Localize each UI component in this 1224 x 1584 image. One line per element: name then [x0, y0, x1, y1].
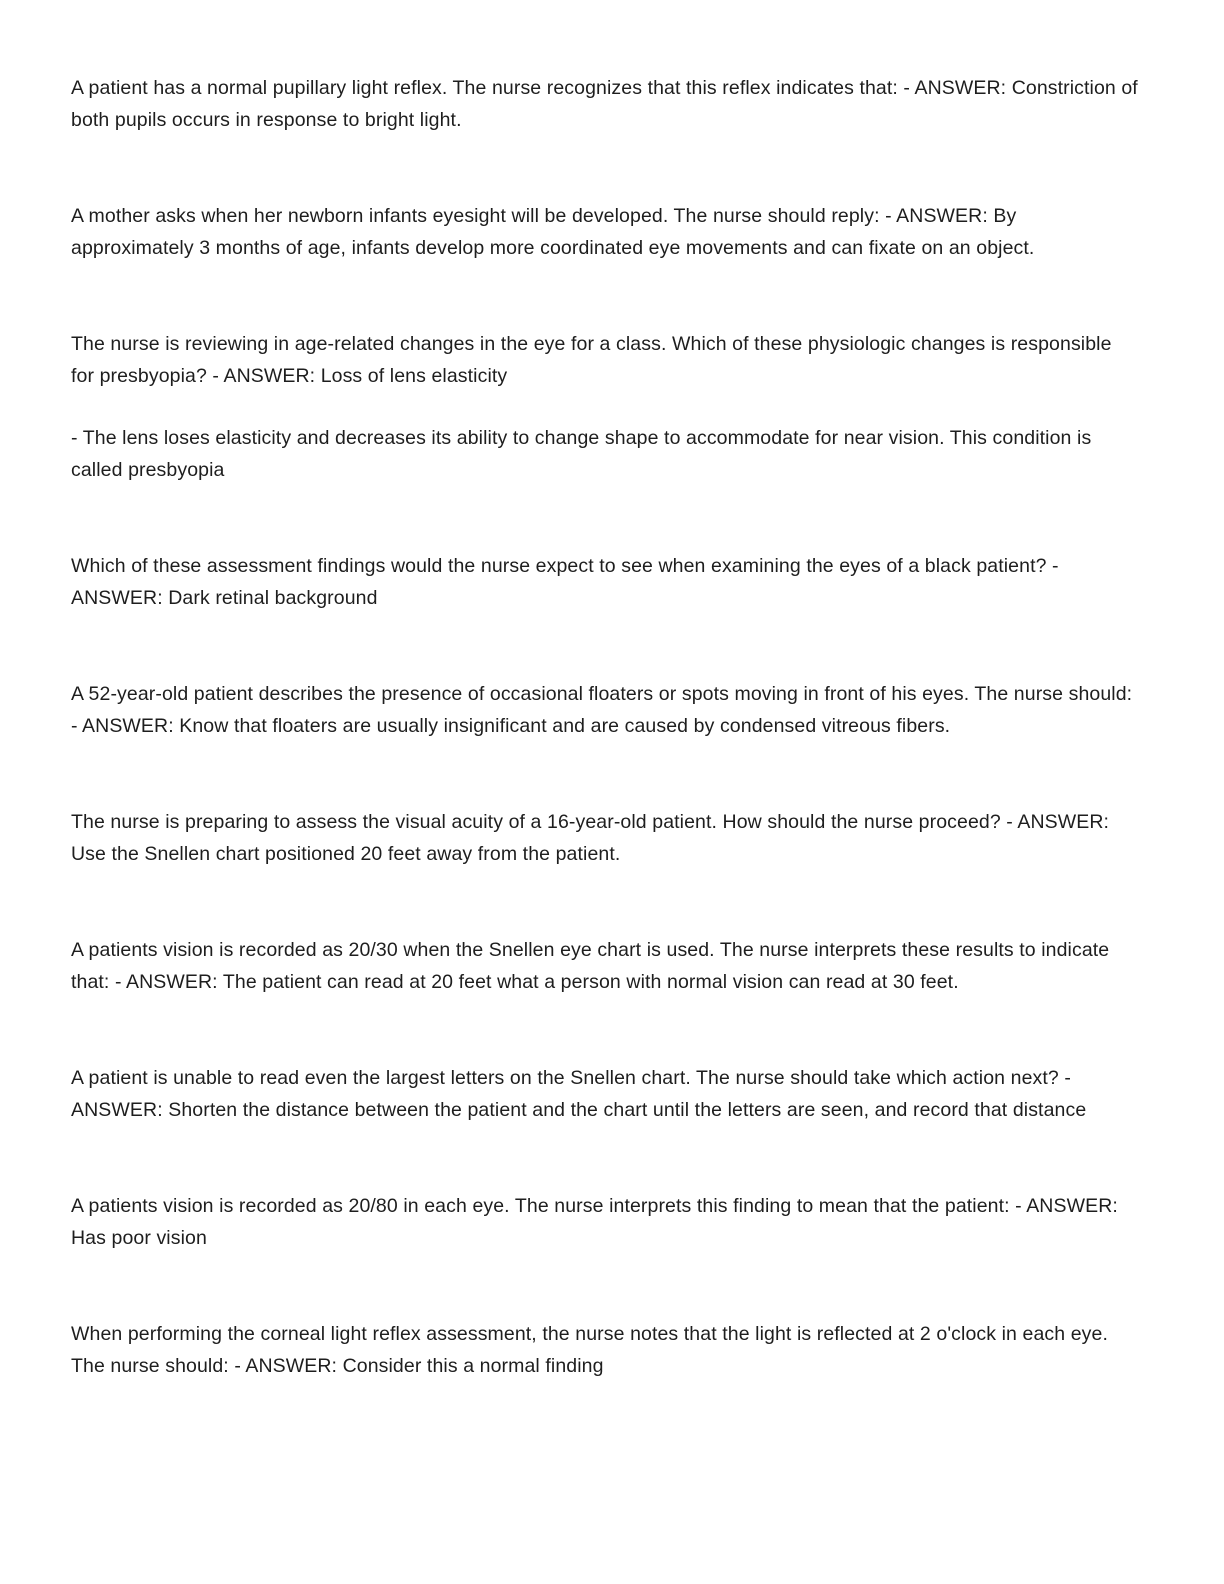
qa-paragraph-presbyopia-rationale: - The lens loses elasticity and decreases its ability to change shape to accommodate for near vision. This condition is called presbyopia [71, 427, 1092, 481]
qa-paragraph-pupillary-reflex: A patient has a normal pupillary light reflex. The nurse recognizes that this reflex indicates that: - ANSWER: Constriction of both pupils occurs in response to bright light. [71, 77, 1138, 131]
qa-paragraph-newborn-eyesight: A mother asks when her newborn infants eyesight will be developed. The nurse should reply: - ANSWER: By approximately 3 months of age, infants develop more coordinated eye movements and can fixate on an object. [71, 205, 1035, 259]
qa-paragraph-floaters: A 52-year-old patient describes the presence of occasional floaters or spots moving in front of his eyes. The nurse should: - ANSWER: Know that floaters are usually insignificant and are caused by condensed vitreous fibers. [71, 683, 1133, 737]
qa-paragraph-presbyopia-question: The nurse is reviewing in age-related changes in the eye for a class. Which of these physiologic changes is responsible for presbyopia? - ANSWER: Loss of lens elasticity [71, 333, 1112, 387]
qa-paragraph-visual-acuity: The nurse is preparing to assess the visual acuity of a 16-year-old patient. How should the nurse proceed? - ANSWER: Use the Snellen chart positioned 20 feet away from the patient. [71, 811, 1110, 865]
qa-paragraph-retinal-background: Which of these assessment findings would the nurse expect to see when examining the eyes of a black patient? - ANSWER: Dark retinal background [71, 555, 1059, 609]
qa-paragraph-snellen-largest-letters: A patient is unable to read even the largest letters on the Snellen chart. The nurse should take which action next? - ANSWER: Shorten the distance between the patient and the chart until the letters are seen, and record that distance [71, 1067, 1087, 1121]
qa-paragraph-snellen-20-30: A patients vision is recorded as 20/30 when the Snellen eye chart is used. The nurse interprets these results to indicate that: - ANSWER: The patient can read at 20 feet what a person with normal vision can read at 30 feet. [71, 939, 1110, 993]
qa-paragraph-snellen-20-80: A patients vision is recorded as 20/80 in each eye. The nurse interprets this finding to mean that the patient: - ANSWER: Has poor vision [71, 1195, 1118, 1249]
qa-paragraph-corneal-light-reflex: When performing the corneal light reflex assessment, the nurse notes that the light is reflected at 2 o'clock in each eye. The nurse should: - ANSWER: Consider this a normal finding [71, 1323, 1108, 1377]
